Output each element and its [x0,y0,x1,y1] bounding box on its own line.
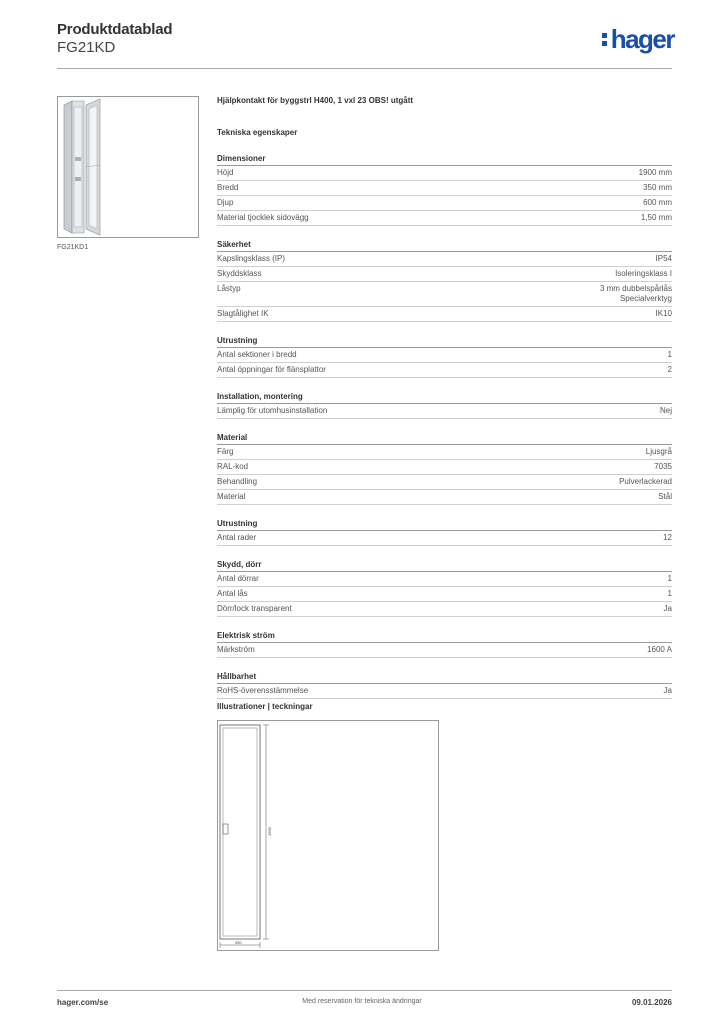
spec-section [217,631,672,658]
spec-label: Dörr/lock transparent [217,604,292,613]
illustrations-title: Illustrationer | teckningar [217,702,313,711]
spec-label: Kapslingsklass (IP) [217,254,286,263]
spec-label: Antal dörrar [217,574,259,583]
spec-value: Stål [658,492,672,501]
spec-section [217,392,672,419]
spec-row [217,531,672,546]
spec-row [217,211,672,226]
spec-value: Ja [663,604,672,613]
product-description: Hjälpkontakt för byggstrl H400, 1 vxl 23 OBS! utgått [217,96,414,105]
spec-section [217,336,672,378]
spec-row [217,587,672,602]
product-code: FG21KD [57,39,116,56]
footer-website-link[interactable]: hager.com/se [57,998,109,1007]
spec-label: Märkström [217,645,255,654]
spec-value: 350 mm [643,183,672,192]
spec-label: Skyddsklass [217,269,262,278]
spec-row [217,475,672,490]
spec-value: 1 [667,350,672,359]
spec-row [217,602,672,617]
spec-row [217,252,672,267]
footer-note: Med reservation för tekniska ändringar [302,998,422,1005]
section-title: Säkerhet [217,240,672,252]
spec-label: Höjd [217,168,234,177]
spec-section [217,672,672,699]
section-title: Elektrisk ström [217,631,672,643]
spec-value: 12 [663,533,672,542]
spec-value: Isoleringsklass I [615,269,672,278]
spec-label: Antal lås [217,589,248,598]
spec-row [217,282,672,307]
enclosure-drawing-icon [218,721,438,950]
spec-value: IP54 [655,254,672,263]
spec-label: Slagtålighet IK [217,309,269,318]
spec-row [217,404,672,419]
spec-value: 1600 A [647,645,672,654]
spec-value: IK10 [655,309,672,318]
spec-section [217,433,672,505]
spec-row [217,181,672,196]
product-image [57,96,199,238]
section-title: Material [217,433,672,445]
spec-value: 2 [667,365,672,374]
spec-row [217,307,672,322]
enclosure-photo-icon [58,97,198,237]
spec-label: Djup [217,198,234,207]
spec-row [217,348,672,363]
spec-row [217,460,672,475]
spec-row [217,267,672,282]
spec-label: Antal rader [217,533,257,542]
footer-date: 09.01.2026 [631,998,672,1007]
spec-label: RAL-kod [217,462,249,471]
spec-row [217,684,672,699]
hager-logo [602,26,674,52]
technical-drawing [217,720,439,951]
spec-label: Material tjocklek sidovägg [217,213,309,222]
header-divider [57,68,672,69]
spec-section [217,519,672,546]
spec-sections [217,154,672,699]
spec-row [217,643,672,658]
spec-value: Ljusgrå [645,447,672,456]
logo-dots-icon [602,33,608,49]
spec-row [217,166,672,181]
spec-label: Låstyp [217,284,241,293]
spec-section [217,154,672,226]
spec-label: Lämplig för utomhusinstallation [217,406,328,415]
spec-row [217,196,672,211]
spec-value: 1900 mm [638,168,672,177]
spec-row [217,445,672,460]
spec-label: Färg [217,447,234,456]
section-title: Utrustning [217,519,672,531]
spec-section [217,240,672,322]
spec-section [217,560,672,617]
spec-value: 1,50 mm [640,213,672,222]
spec-content [217,96,672,699]
spec-value: Nej [659,406,672,415]
spec-row [217,490,672,505]
section-title: Installation, montering [217,392,672,404]
product-image-caption: FG21KD1 [57,244,89,251]
spec-label: Bredd [217,183,239,192]
spec-label: Behandling [217,477,258,486]
spec-value: 3 mm dubbelspårlås Specialverktyg [599,284,672,303]
spec-value: 600 mm [643,198,672,207]
spec-label: Material [217,492,246,501]
spec-value: 7035 [654,462,672,471]
spec-value: Ja [663,686,672,695]
section-title: Skydd, dörr [217,560,672,572]
section-title: Hållbarhet [217,672,672,684]
logo-text: hager [610,24,674,54]
footer-divider [57,990,672,991]
tech-properties-title: Tekniska egenskaper [217,128,298,137]
spec-value: 1 [667,589,672,598]
section-title: Utrustning [217,336,672,348]
spec-value: 1 [667,574,672,583]
spec-row [217,572,672,587]
drawing-height-label: 1900 [267,827,272,836]
spec-row [217,363,672,378]
drawing-width-label: 350 [235,940,242,945]
page-title: Produktdatablad [57,21,173,38]
spec-label: Antal öppningar för flänsplattor [217,365,326,374]
spec-label: Antal sektioner i bredd [217,350,297,359]
spec-label: RoHS-överensstämmelse [217,686,309,695]
spec-value: Pulverlackerad [619,477,672,486]
section-title: Dimensioner [217,154,672,166]
